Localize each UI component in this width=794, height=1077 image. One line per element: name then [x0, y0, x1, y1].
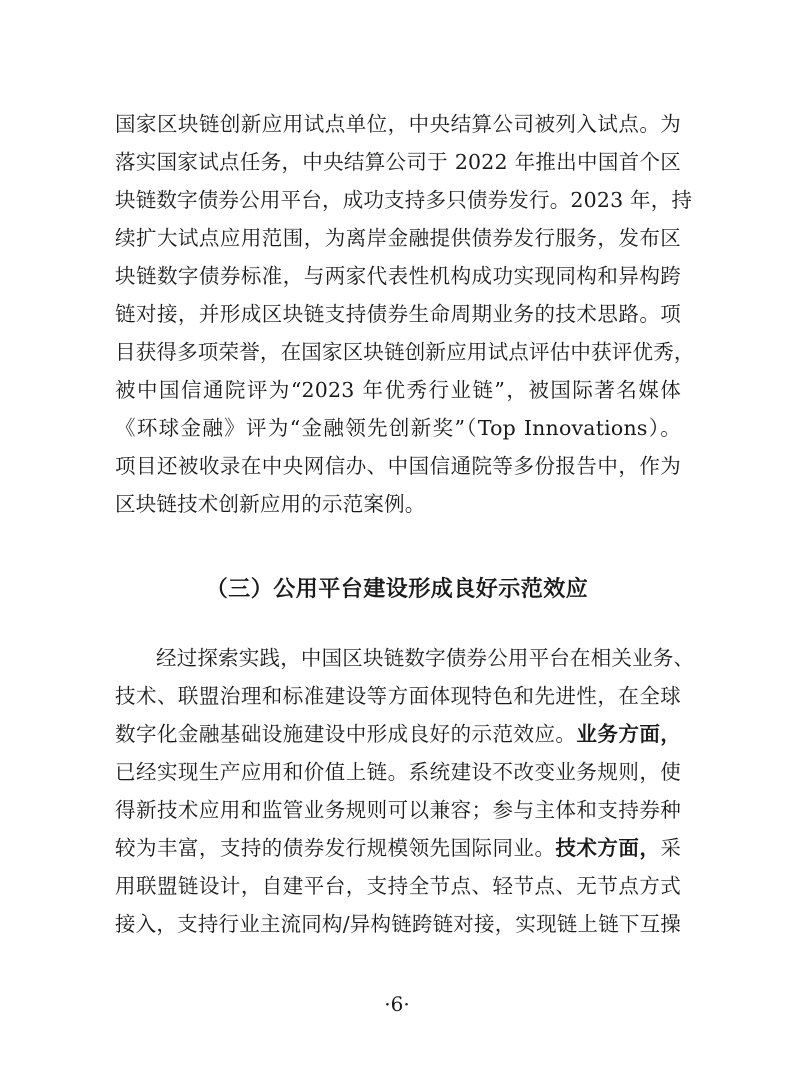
- paragraph1-line-10: 项目还被收录在中央网信办、中国信通院等多份报告中，作为: [115, 454, 681, 478]
- business-aspect-label: 业务方面，: [576, 722, 681, 746]
- paragraph1-line-7: 目获得多项荣誉，在国家区块链创新应用试点评估中获评优秀，: [115, 340, 695, 364]
- paragraph2-line-1: 经过探索实践，中国区块链数字债券公用平台在相关业务、: [156, 646, 695, 670]
- technology-aspect-label: 技术方面，: [555, 836, 661, 860]
- paragraph2-line-2: 技术、联盟治理和标准建设等方面体现特色和先进性，在全球: [115, 684, 681, 708]
- paragraph2-line-3-text: 数字化金融基础设施建设中形成良好的示范效应。: [115, 722, 577, 746]
- paragraph2-line-6-tail: 采: [660, 836, 682, 860]
- paragraph1-line-11: 区块链技术创新应用的示范案例。: [115, 492, 426, 516]
- paragraph2-line-7: 用联盟链设计，自建平台，支持全节点、轻节点、无节点方式: [115, 874, 681, 898]
- paragraph1-line-3: 块链数字债券公用平台，成功支持多只债券发行。2023 年，持: [115, 188, 693, 212]
- section-heading: （三）公用平台建设形成良好示范效应: [205, 577, 589, 602]
- paragraph2-line-5: 得新技术应用和监管业务规则可以兼容；参与主体和支持券种: [115, 798, 681, 822]
- paragraph2-line-8: 接入，支持行业主流同构/异构链跨链对接，实现链上链下互操: [115, 912, 682, 936]
- paragraph1-line-6: 链对接，并形成区块链支持债券生命周期业务的技术思路。项: [115, 302, 681, 326]
- paragraph2-line-6: [115, 836, 681, 862]
- paragraph1-line-5: 块链数字债券标准，与两家代表性机构成功实现同构和异构跨: [115, 264, 681, 288]
- paragraph1-line-1: 国家区块链创新应用试点单位，中央结算公司被列入试点。为: [115, 112, 681, 136]
- paragraph2-line-6-text: 较为丰富，支持的债券发行规模领先国际同业。: [115, 836, 556, 860]
- paragraph1-line-2: 落实国家试点任务，中央结算公司于 2022 年推出中国首个区: [115, 150, 681, 174]
- paragraph1-line-8: 被中国信通院评为“2023 年优秀行业链”，被国际著名媒体: [115, 378, 681, 402]
- paragraph2-line-3: [115, 722, 681, 748]
- paragraph2-line-4: 已经实现生产应用和价值上链。系统建设不改变业务规则，使: [115, 760, 681, 784]
- paragraph1-line-4: 续扩大试点应用范围，为离岸金融提供债券发行服务，发布区: [115, 226, 681, 250]
- paragraph1-line-9: 《环球金融》评为“金融领先创新奖”（Top Innovations）。: [115, 416, 681, 440]
- page-number: ·6·: [384, 992, 410, 1016]
